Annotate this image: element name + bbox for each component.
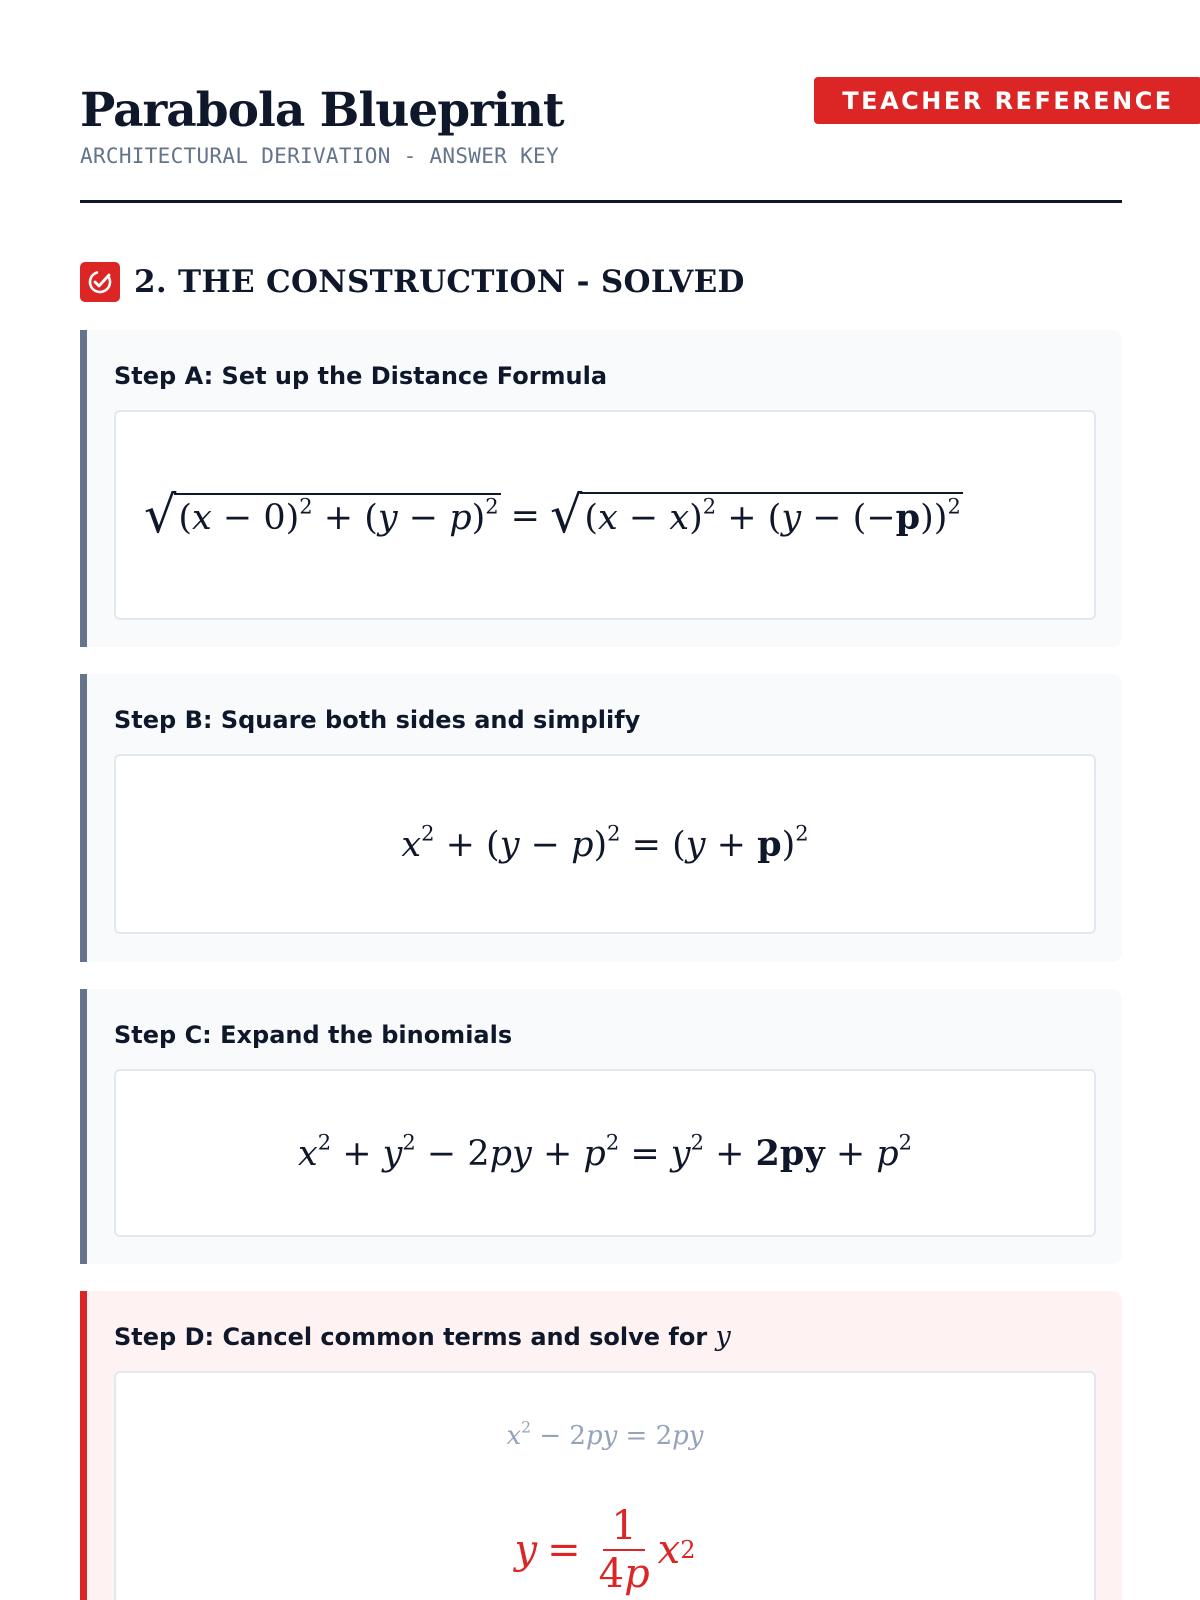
section-title: 2. THE CONSTRUCTION - SOLVED	[134, 264, 745, 300]
step-a-label: Step A: Set up the Distance Formula	[114, 362, 608, 390]
step-c-card	[80, 989, 1122, 1264]
step-b-label: Step B: Square both sides and simplify	[114, 706, 641, 734]
step-b-equation	[114, 754, 1096, 934]
step-d-label	[114, 1321, 731, 1352]
step-d-card	[80, 1291, 1122, 1600]
step-a-equation	[114, 410, 1096, 620]
step-c-label: Step C: Expand the binomials	[114, 1021, 513, 1049]
step-d-label-text: Step D: Cancel common terms and solve for	[114, 1323, 708, 1351]
step-c-math: $x^2 + y^2 - 2py + p^2 = y^2 + 2py + p^2$	[297, 1129, 913, 1174]
result-numerator: 1	[603, 1503, 644, 1551]
step-c-equation	[114, 1069, 1096, 1237]
page-header	[80, 83, 1174, 169]
page-subtitle: ARCHITECTURAL DERIVATION - ANSWER KEY	[80, 144, 559, 169]
step-a-math: √ $(x - 0)^2 + (y - p)^2$ = √ $(x - x)^2 + (y - (-p))^2$	[144, 484, 961, 544]
teacher-reference-badge: TEACHER REFERENCE	[814, 77, 1200, 124]
radical-right: √ $(x - x)^2 + (y - (-p))^2$	[549, 484, 961, 544]
radical-left: √ $(x - 0)^2 + (y - p)^2$	[144, 484, 499, 544]
step-b-math: $x^2 + (y - p)^2 = (y + p)^2$	[401, 820, 809, 865]
step-d-final-equation: y = $\frac{1}{4p}$ x 2	[514, 1503, 696, 1597]
step-d-label-variable: y	[715, 1321, 731, 1352]
step-a-card	[80, 330, 1122, 647]
step-d-intermediate-equation: $x^2 - 2py = 2py$	[506, 1418, 704, 1451]
page-title: Parabola Blueprint	[80, 83, 564, 138]
section-heading	[80, 262, 745, 302]
step-b-card	[80, 674, 1122, 962]
check-circle-icon	[80, 262, 120, 302]
result-fraction: $\frac{1}{4p}$	[598, 1503, 650, 1597]
header-divider	[80, 200, 1122, 203]
step-d-equation	[114, 1371, 1096, 1600]
